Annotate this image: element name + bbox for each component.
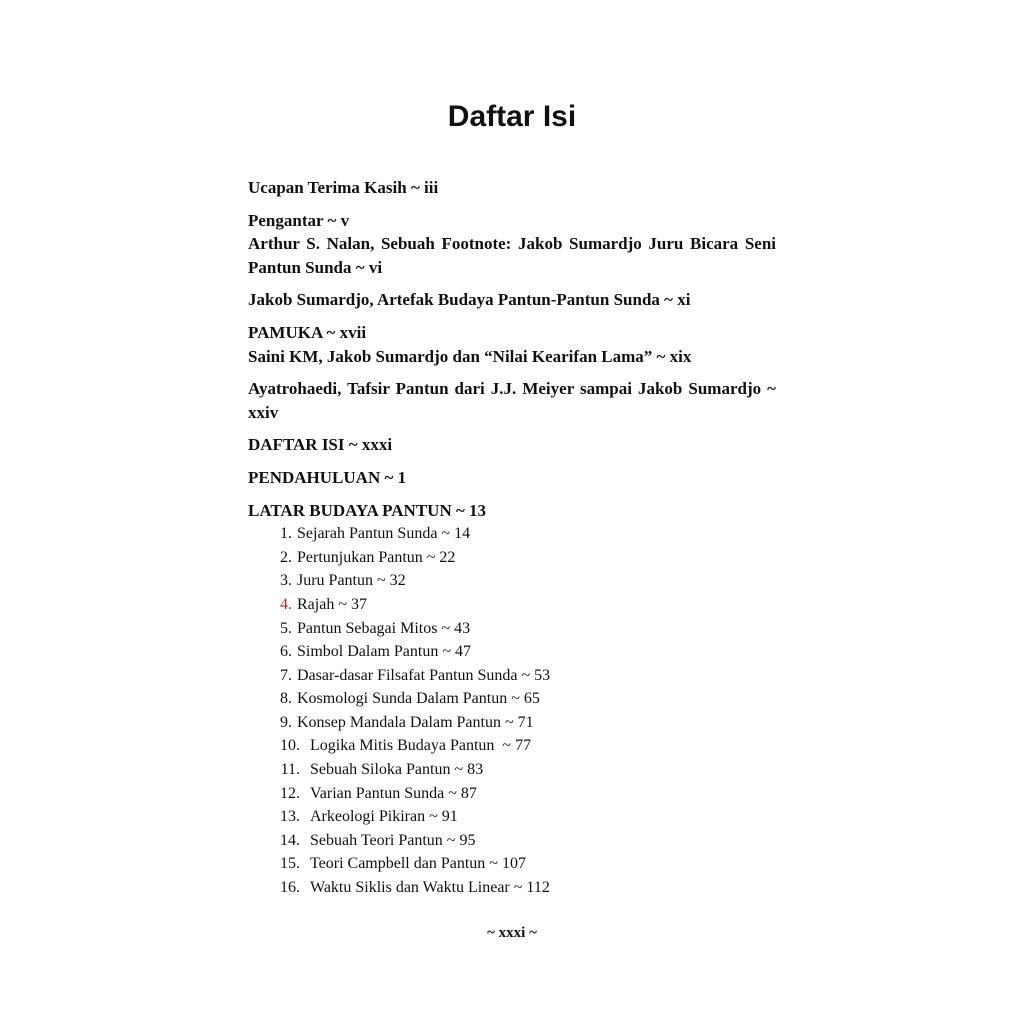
chapter-item[interactable] bbox=[248, 546, 776, 570]
chapter-number-highlighted: 4. bbox=[280, 595, 292, 613]
chapter-title: Simbol Dalam Pantun ~ 47 bbox=[297, 643, 471, 661]
toc-entry-pamuka[interactable]: PAMUKA ~ xvii bbox=[248, 322, 367, 342]
chapter-item[interactable] bbox=[248, 876, 776, 900]
chapter-item[interactable] bbox=[248, 852, 776, 876]
chapter-item[interactable] bbox=[248, 758, 776, 782]
chapter-title: Varian Pantun Sunda ~ 87 bbox=[310, 784, 477, 802]
chapter-number: 5. bbox=[280, 619, 292, 637]
toc-entry-daftar-isi[interactable]: DAFTAR ISI ~ xxxi bbox=[248, 435, 393, 455]
chapter-item[interactable] bbox=[248, 569, 776, 593]
chapter-title: Juru Pantun ~ 32 bbox=[297, 572, 406, 590]
chapter-title: Pantun Sebagai Mitos ~ 43 bbox=[297, 619, 471, 637]
chapter-item[interactable] bbox=[248, 805, 776, 829]
chapter-number: 8. bbox=[280, 690, 292, 708]
chapter-title: Logika Mitis Budaya Pantun ~ 77 bbox=[310, 737, 532, 755]
toc-entry-acknowledgements[interactable]: Ucapan Terima Kasih ~ iii bbox=[248, 178, 439, 197]
toc-group-latar-budaya bbox=[248, 499, 776, 900]
toc-section-heading[interactable]: LATAR BUDAYA PANTUN ~ 13 bbox=[248, 500, 487, 520]
chapter-item[interactable] bbox=[248, 522, 776, 546]
chapter-number: 13. bbox=[280, 808, 300, 826]
toc-group-acknowledgements bbox=[248, 176, 776, 200]
chapter-item[interactable] bbox=[248, 734, 776, 758]
chapter-title: Sebuah Teori Pantun ~ 95 bbox=[310, 831, 476, 849]
chapter-title: Sebuah Siloka Pantun ~ 83 bbox=[310, 761, 484, 779]
chapter-number: 3. bbox=[280, 572, 292, 590]
toc-group-pendahuluan bbox=[248, 466, 776, 490]
chapter-title: Teori Campbell dan Pantun ~ 107 bbox=[310, 855, 526, 873]
toc-group-ayatrohaedi bbox=[248, 377, 776, 424]
chapter-number: 12. bbox=[280, 784, 300, 802]
chapter-title: Waktu Siklis dan Waktu Linear ~ 112 bbox=[310, 879, 550, 897]
chapter-item[interactable] bbox=[248, 711, 776, 735]
toc-group-introduction bbox=[248, 209, 776, 280]
chapter-item[interactable] bbox=[248, 782, 776, 806]
chapter-number: 6. bbox=[280, 643, 292, 661]
toc-entry-introduction[interactable]: Pengantar ~ v bbox=[248, 210, 350, 230]
chapter-title: Sejarah Pantun Sunda ~ 14 bbox=[297, 525, 471, 543]
chapter-number: 10. bbox=[280, 737, 300, 755]
chapter-item[interactable] bbox=[248, 687, 776, 711]
chapter-number: 1. bbox=[280, 525, 292, 543]
toc-entry-artefak-budaya[interactable]: Jakob Sumardjo, Artefak Budaya Pantun-Pantun Sunda ~ xi bbox=[248, 290, 691, 310]
toc-group-daftar-isi bbox=[248, 433, 776, 457]
chapter-title: Pertunjukan Pantun ~ 22 bbox=[297, 548, 456, 566]
chapter-title: Arkeologi Pikiran ~ 91 bbox=[310, 808, 458, 826]
toc-group-pamuka bbox=[248, 321, 776, 368]
page-title: Daftar Isi bbox=[447, 100, 577, 133]
chapter-item[interactable] bbox=[248, 617, 776, 641]
chapter-number: 2. bbox=[280, 548, 292, 566]
chapter-item[interactable] bbox=[248, 640, 776, 664]
toc-entry-pendahuluan[interactable]: PENDAHULUAN ~ 1 bbox=[248, 467, 407, 487]
table-of-contents bbox=[248, 176, 776, 909]
chapter-item[interactable] bbox=[248, 593, 776, 617]
chapter-item[interactable] bbox=[248, 829, 776, 853]
toc-group-artefak bbox=[248, 288, 776, 312]
page-number: ~ xxxi ~ bbox=[487, 925, 537, 941]
chapter-title: Rajah ~ 37 bbox=[297, 595, 367, 613]
chapter-number: 9. bbox=[280, 713, 292, 731]
chapter-title: Dasar-dasar Filsafat Pantun Sunda ~ 53 bbox=[297, 666, 551, 684]
chapter-list bbox=[248, 522, 776, 900]
chapter-item[interactable] bbox=[248, 664, 776, 688]
chapter-number: 7. bbox=[280, 666, 292, 684]
chapter-number: 15. bbox=[280, 855, 300, 873]
chapter-title: Konsep Mandala Dalam Pantun ~ 71 bbox=[297, 713, 534, 731]
chapter-title: Kosmologi Sunda Dalam Pantun ~ 65 bbox=[297, 690, 540, 708]
chapter-number: 11. bbox=[280, 761, 300, 779]
toc-entry-nalan-footnote[interactable]: Arthur S. Nalan, Sebuah Footnote: Jakob Sumardjo Juru Bicara Seni Pantun Sunda ~ vi bbox=[248, 234, 776, 277]
chapter-number: 16. bbox=[280, 879, 300, 897]
toc-entry-ayatrohaedi[interactable]: Ayatrohaedi, Tafsir Pantun dari J.J. Meiyer sampai Jakob Sumardjo ~ xxiv bbox=[248, 379, 776, 422]
chapter-number: 14. bbox=[280, 831, 300, 849]
toc-entry-saini-km[interactable]: Saini KM, Jakob Sumardjo dan “Nilai Kearifan Lama” ~ xix bbox=[248, 346, 692, 366]
